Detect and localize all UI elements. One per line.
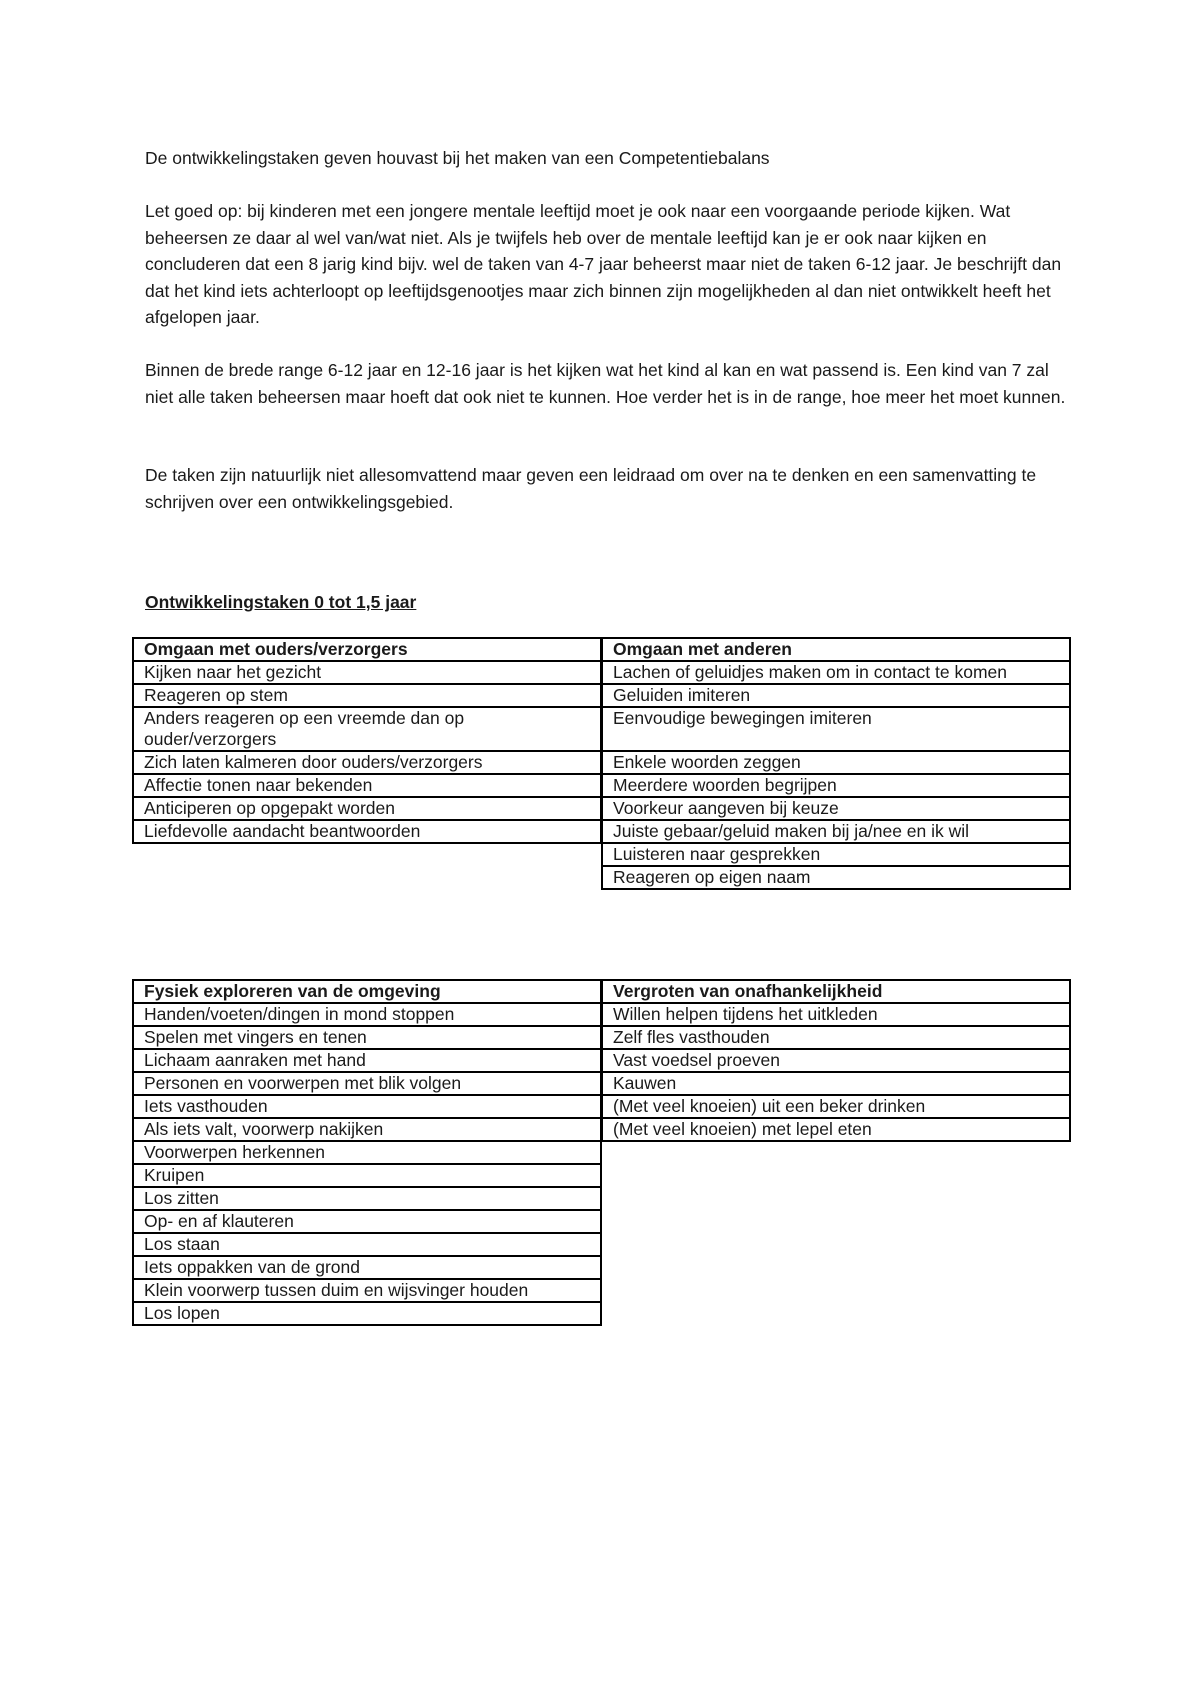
paragraph-age-range: Binnen de brede range 6-12 jaar en 12-16 jaar is het kijken wat het kind al kan en wat passend is. Een kind van 7 zal niet alle taken beheersen maar hoeft dat ook niet te kunnen. Hoe verder het is in de range, hoe meer het moet kunnen. [145,360,1066,407]
table-cell: Kruipen [132,1163,602,1188]
table-cell: Spelen met vingers en tenen [132,1025,602,1050]
table-cell: Liefdevolle aandacht beantwoorden [132,819,602,844]
table-cell: Enkele woorden zeggen [601,750,1071,775]
table-cell: Voorwerpen herkennen [132,1140,602,1165]
table-cell: Meerdere woorden begrijpen [601,773,1071,798]
section-title: Ontwikkelingstaken 0 tot 1,5 jaar [145,592,417,612]
table-cell: Geluiden imiteren [601,683,1071,708]
column-header: Omgaan met ouders/verzorgers [132,637,602,662]
column-header: Omgaan met anderen [601,637,1071,662]
table-development-tasks-physical [132,979,1071,1326]
table-cell: Anders reageren op een vreemde dan op ouder/verzorgers [132,706,602,752]
column-header: Fysiek exploreren van de omgeving [132,979,602,1004]
table-cell: Iets vasthouden [132,1094,602,1119]
table-cell: Willen helpen tijdens het uitkleden [601,1002,1071,1027]
table-cell: Anticiperen op opgepakt worden [132,796,602,821]
column-header: Vergroten van onafhankelijkheid [601,979,1071,1004]
table-cell: Lichaam aanraken met hand [132,1048,602,1073]
table-cell: Eenvoudige bewegingen imiteren [601,706,1071,752]
intro-text: De ontwikkelingstaken geven houvast bij het maken van een Competentiebalans [145,148,770,168]
table-cell: Kauwen [601,1071,1071,1096]
table-cell: Personen en voorwerpen met blik volgen [132,1071,602,1096]
table-cell: Iets oppakken van de grond [132,1255,602,1280]
table-cell: (Met veel knoeien) met lepel eten [601,1117,1071,1142]
table-cell: (Met veel knoeien) uit een beker drinken [601,1094,1071,1119]
column-independence [601,979,1071,1326]
table-cell: Handen/voeten/dingen in mond stoppen [132,1002,602,1027]
table-cell: Zelf fles vasthouden [601,1025,1071,1050]
table-cell: Juiste gebaar/geluid maken bij ja/nee en ik wil [601,819,1071,844]
table-cell: Luisteren naar gesprekken [601,842,1071,867]
table-cell: Vast voedsel proeven [601,1048,1071,1073]
table-cell: Los staan [132,1232,602,1257]
column-physical-exploration [132,979,602,1326]
table-cell: Zich laten kalmeren door ouders/verzorgers [132,750,602,775]
table-cell: Kijken naar het gezicht [132,660,602,685]
table-development-tasks-social [132,637,1071,890]
table-cell: Klein voorwerp tussen duim en wijsvinger houden [132,1278,602,1303]
paragraph-mental-age: Let goed op: bij kinderen met een jongere mentale leeftijd moet je ook naar een voorgaande periode kijken. Wat beheersen ze daar al wel van/wat niet. Als je twijfels heb over de mentale leeftijd kan je er ook naar kijken en concluderen dat een 8 jarig kind bijv. wel de taken van 4-7 jaar beheerst maar niet de taken 6-12 jaar. Je beschrijft dan dat het kind iets achterloopt op leeftijdsgenootjes maar zich binnen zijn mogelijkheden al dan niet ontwikkelt heeft het afgelopen jaar. [145,201,1062,327]
paragraph-note: De taken zijn natuurlijk niet allesomvattend maar geven een leidraad om over na te denken en een samenvatting te schrijven over een ontwikkelingsgebied. [145,465,1037,512]
table-cell: Reageren op stem [132,683,602,708]
table-cell: Affectie tonen naar bekenden [132,773,602,798]
column-parents-caregivers [132,637,602,890]
table-cell: Als iets valt, voorwerp nakijken [132,1117,602,1142]
table-cell: Reageren op eigen naam [601,865,1071,890]
table-cell: Op- en af klauteren [132,1209,602,1234]
table-cell: Lachen of geluidjes maken om in contact te komen [601,660,1071,685]
table-cell: Voorkeur aangeven bij keuze [601,796,1071,821]
table-cell: Los zitten [132,1186,602,1211]
table-cell: Los lopen [132,1301,602,1326]
column-others [601,637,1071,890]
